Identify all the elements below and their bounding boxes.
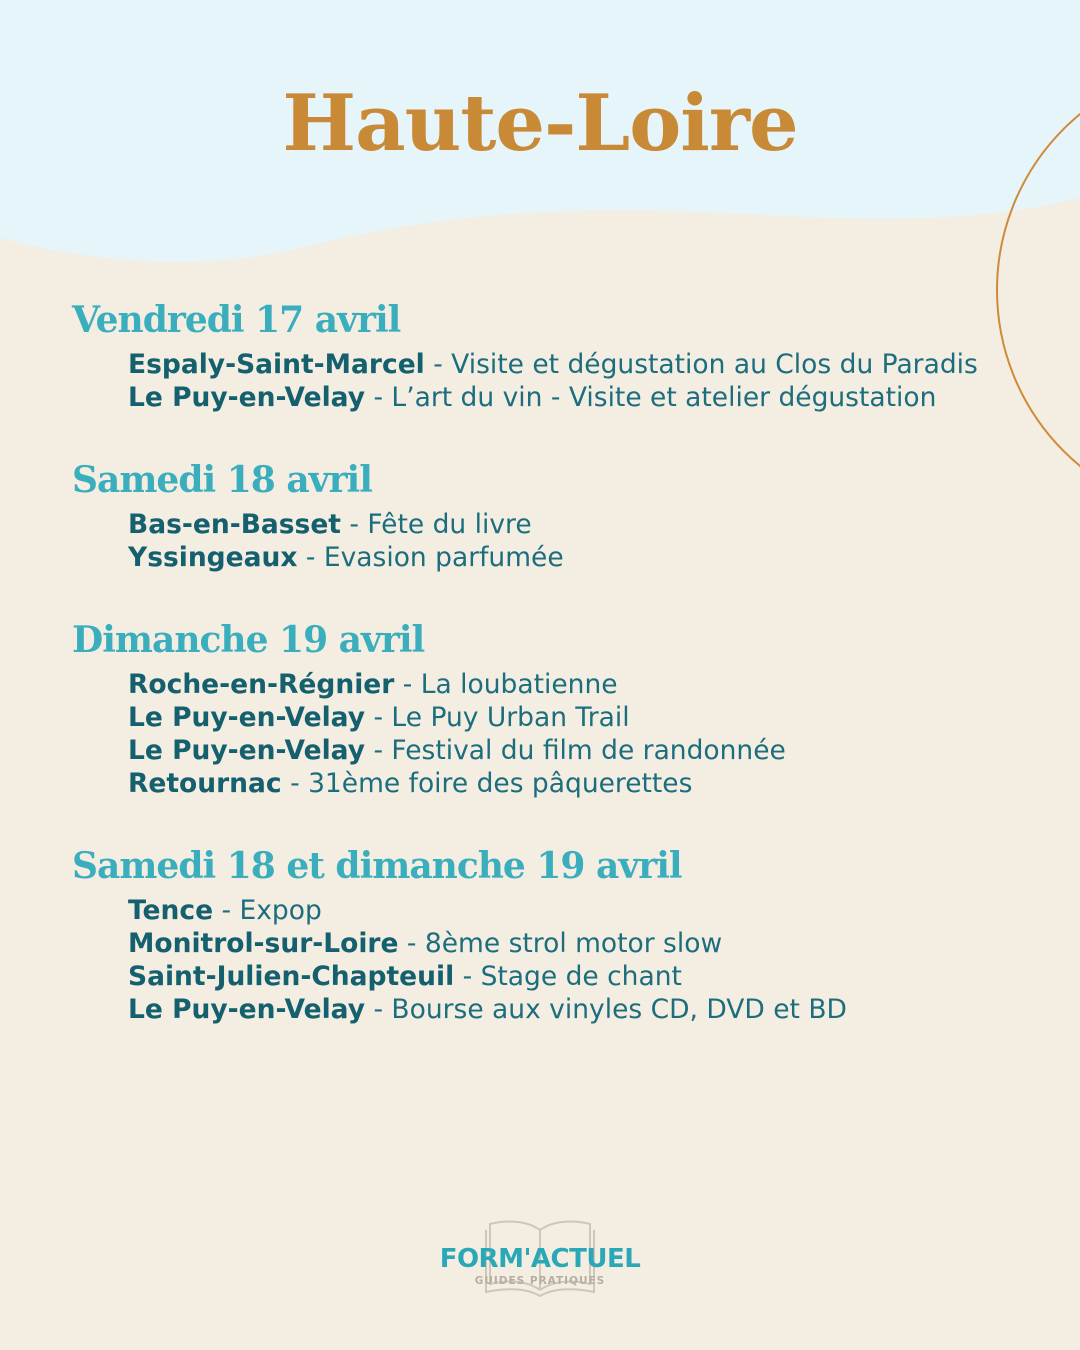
event-place: Le Puy-en-Velay [128,382,366,413]
event-item [128,993,1032,1026]
event-activity: - Fête du livre [340,509,532,540]
event-item [128,960,1032,993]
day-block [72,456,1032,574]
event-item [128,701,1032,734]
event-place: Le Puy-en-Velay [128,702,366,733]
event-place: Espaly-Saint-Marcel [128,349,425,380]
day-block [72,616,1032,800]
event-activity: - Stage de chant [454,961,682,992]
day-block [72,842,1032,1026]
event-place: Monitrol-sur-Loire [128,928,399,959]
event-item [128,894,1032,927]
event-activity: - L’art du vin - Visite et atelier dégustation [365,382,937,413]
day-heading: Dimanche 19 avril [72,619,425,661]
event-place: Le Puy-en-Velay [128,994,366,1025]
event-activity: - Le Puy Urban Trail [365,702,630,733]
event-activity: - Festival du film de randonnée [365,735,786,766]
brand-logo [420,1214,660,1304]
event-item [128,508,1032,541]
event-activity: - La loubatienne [394,669,618,700]
event-item [128,541,1032,574]
event-place: Bas-en-Basset [128,509,341,540]
event-place: Tence [128,895,214,926]
event-activity: - 8ème strol motor slow [398,928,723,959]
day-heading: Samedi 18 et dimanche 19 avril [72,845,682,887]
day-heading: Samedi 18 avril [72,459,372,501]
event-item [128,734,1032,767]
event-place: Yssingeaux [128,542,298,573]
event-activity: - Evasion parfumée [297,542,564,573]
event-activity: - Visite et dégustation au Clos du Paradis [424,349,978,380]
event-place: Saint-Julien-Chapteuil [128,961,455,992]
event-place: Roche-en-Régnier [128,669,395,700]
page-title: Haute-Loire [282,78,798,169]
event-activity: - Expop [213,895,322,926]
event-item [128,927,1032,960]
event-item [128,668,1032,701]
day-heading: Vendredi 17 avril [72,299,401,341]
event-activity: - Bourse aux vinyles CD, DVD et BD [365,994,847,1025]
event-item [128,767,1032,800]
event-place: Le Puy-en-Velay [128,735,366,766]
event-schedule [72,296,1032,1068]
logo-name: FORM'ACTUEL [439,1244,641,1274]
logo-tagline: GUIDES PRATIQUES [474,1275,606,1287]
event-item [128,348,1032,381]
event-item [128,381,1032,414]
event-activity: - 31ème foire des pâquerettes [281,768,693,799]
event-place: Retournac [128,768,282,799]
day-block [72,296,1032,414]
